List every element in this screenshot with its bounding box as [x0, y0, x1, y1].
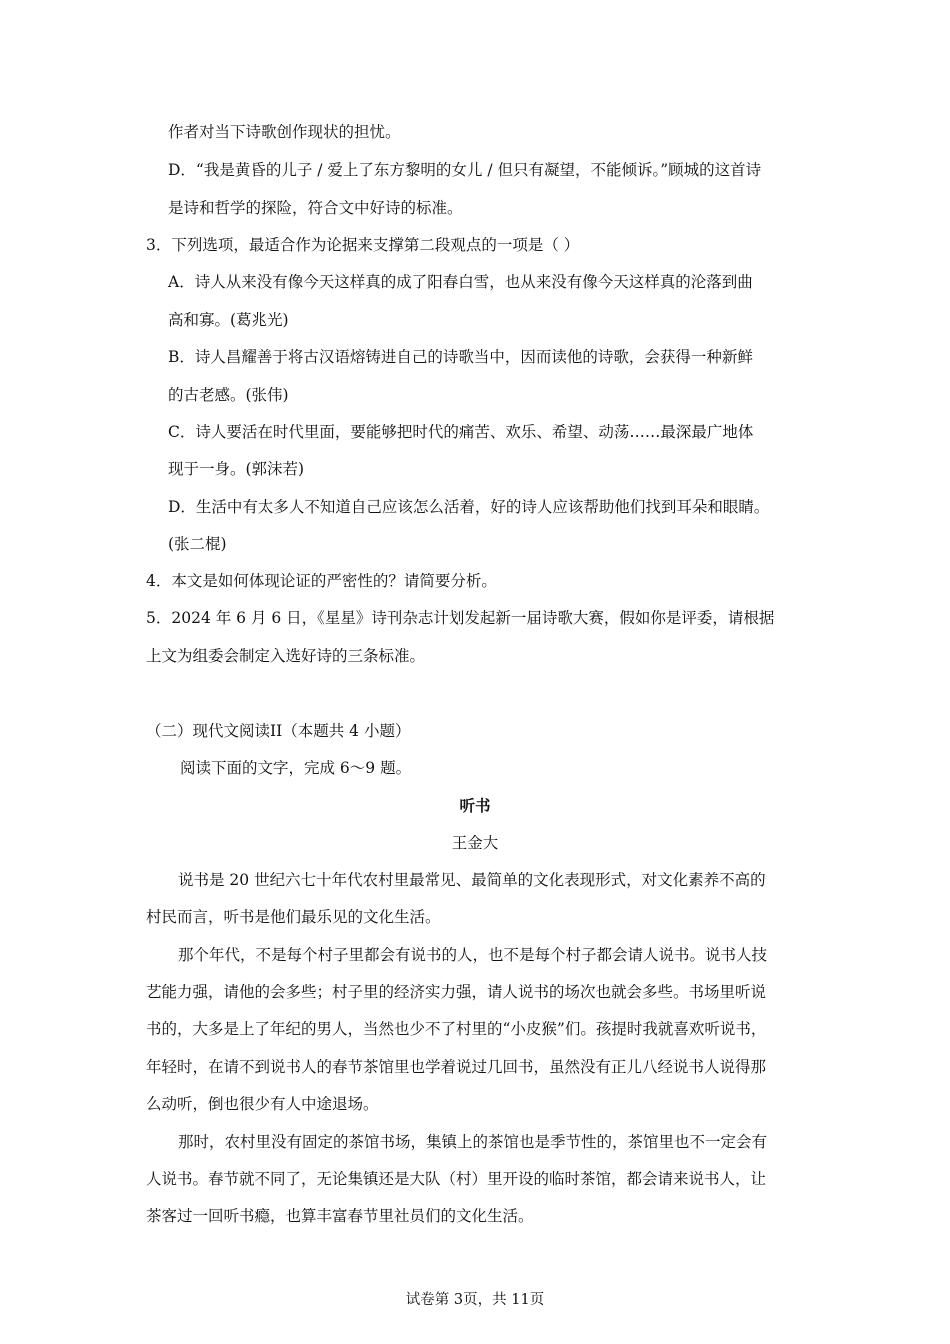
article-paragraph-1-line1: 说书是 20 世纪六七十年代农村里最常见、最简单的文化表现形式，对文化素养不高的	[178, 871, 766, 889]
q3-option-a-line1: A．诗人从来没有像今天这样真的成了阳春白雪，也从来没有像今天这样真的沦落到曲	[168, 273, 753, 291]
section-instruction: 阅读下面的文字，完成 6～9 题。	[180, 759, 412, 777]
article-paragraph-2-line1: 那个年代，不是每个村子里都会有说书的人，也不是每个村子都会请人说书。说书人技	[178, 946, 768, 964]
q3-option-a-line2: 高和寡。(葛兆光)	[168, 311, 289, 329]
q2-option-d-line2: 是诗和哲学的探险，符合文中好诗的标准。	[168, 199, 463, 217]
q5-line2: 上文为组委会制定入选好诗的三条标准。	[146, 647, 426, 665]
section-heading: （二）现代文阅读II（本题共 4 小题）	[146, 722, 411, 740]
q3-stem: 3．下列选项，最适合作为论据来支撑第二段观点的一项是（ ）	[146, 236, 580, 254]
article-title: 听书	[459, 796, 491, 815]
article-paragraph-2-line3: 书的，大多是上了年纪的男人，当然也少不了村里的“小皮猴”们。孩提时我就喜欢听说书，	[146, 1020, 767, 1038]
article-paragraph-1-line2: 村民而言，听书是他们最乐见的文化生活。	[146, 908, 441, 926]
article-paragraph-3-line2: 人说书。春节就不同了，无论集镇还是大队（村）里开设的临时茶馆，都会请来说书人，让	[146, 1170, 767, 1188]
q2-option-c-continued: 作者对当下诗歌创作现状的担忧。	[168, 123, 401, 141]
page-footer: 试卷第 3页，共 11页	[405, 1292, 545, 1308]
article-paragraph-2-line2: 艺能力强，请他的会多些；村子里的经济实力强，请人说书的场次也就会多些。书场里听说	[146, 983, 767, 1001]
article-author: 王金大	[451, 834, 499, 852]
q3-option-d-line2: (张二棍)	[168, 535, 227, 553]
q3-option-b-line1: B．诗人昌耀善于将古汉语熔铸进自己的诗歌当中，因而读他的诗歌，会获得一种新鲜	[168, 348, 753, 366]
q3-option-b-line2: 的古老感。(张伟)	[168, 386, 289, 404]
q5-line1: 5．2024 年 6 月 6 日，《星星》诗刊杂志计划发起新一届诗歌大赛，假如你是评委，请根据	[146, 609, 775, 627]
q2-option-d-line1: D．“我是黄昏的儿子 / 爱上了东方黎明的女儿 / 但只有凝望，不能倾诉。”顾城的这首诗	[168, 161, 762, 179]
article-paragraph-3-line3: 茶客过一回听书瘾，也算丰富春节里社员们的文化生活。	[146, 1207, 534, 1225]
article-paragraph-2-line5: 么动听，倒也很少有人中途退场。	[146, 1095, 379, 1113]
article-paragraph-2-line4: 年轻时，在请不到说书人的春节茶馆里也学着说过几回书，虽然没有正儿八经说书人说得那	[146, 1058, 767, 1076]
q3-option-c-line2: 现于一身。(郭沫若)	[168, 460, 305, 478]
article-paragraph-3-line1: 那时，农村里没有固定的茶馆书场，集镇上的茶馆也是季节性的，茶馆里也不一定会有	[178, 1133, 768, 1151]
q3-option-c-line1: C．诗人要活在时代里面，要能够把时代的痛苦、欢乐、希望、动荡……最深最广地体	[168, 423, 754, 441]
q4-stem: 4．本文是如何体现论证的严密性的？请简要分析。	[146, 572, 497, 590]
q3-option-d-line1: D．生活中有太多人不知道自己应该怎么活着，好的诗人应该帮助他们找到耳朵和眼睛。	[168, 498, 770, 516]
